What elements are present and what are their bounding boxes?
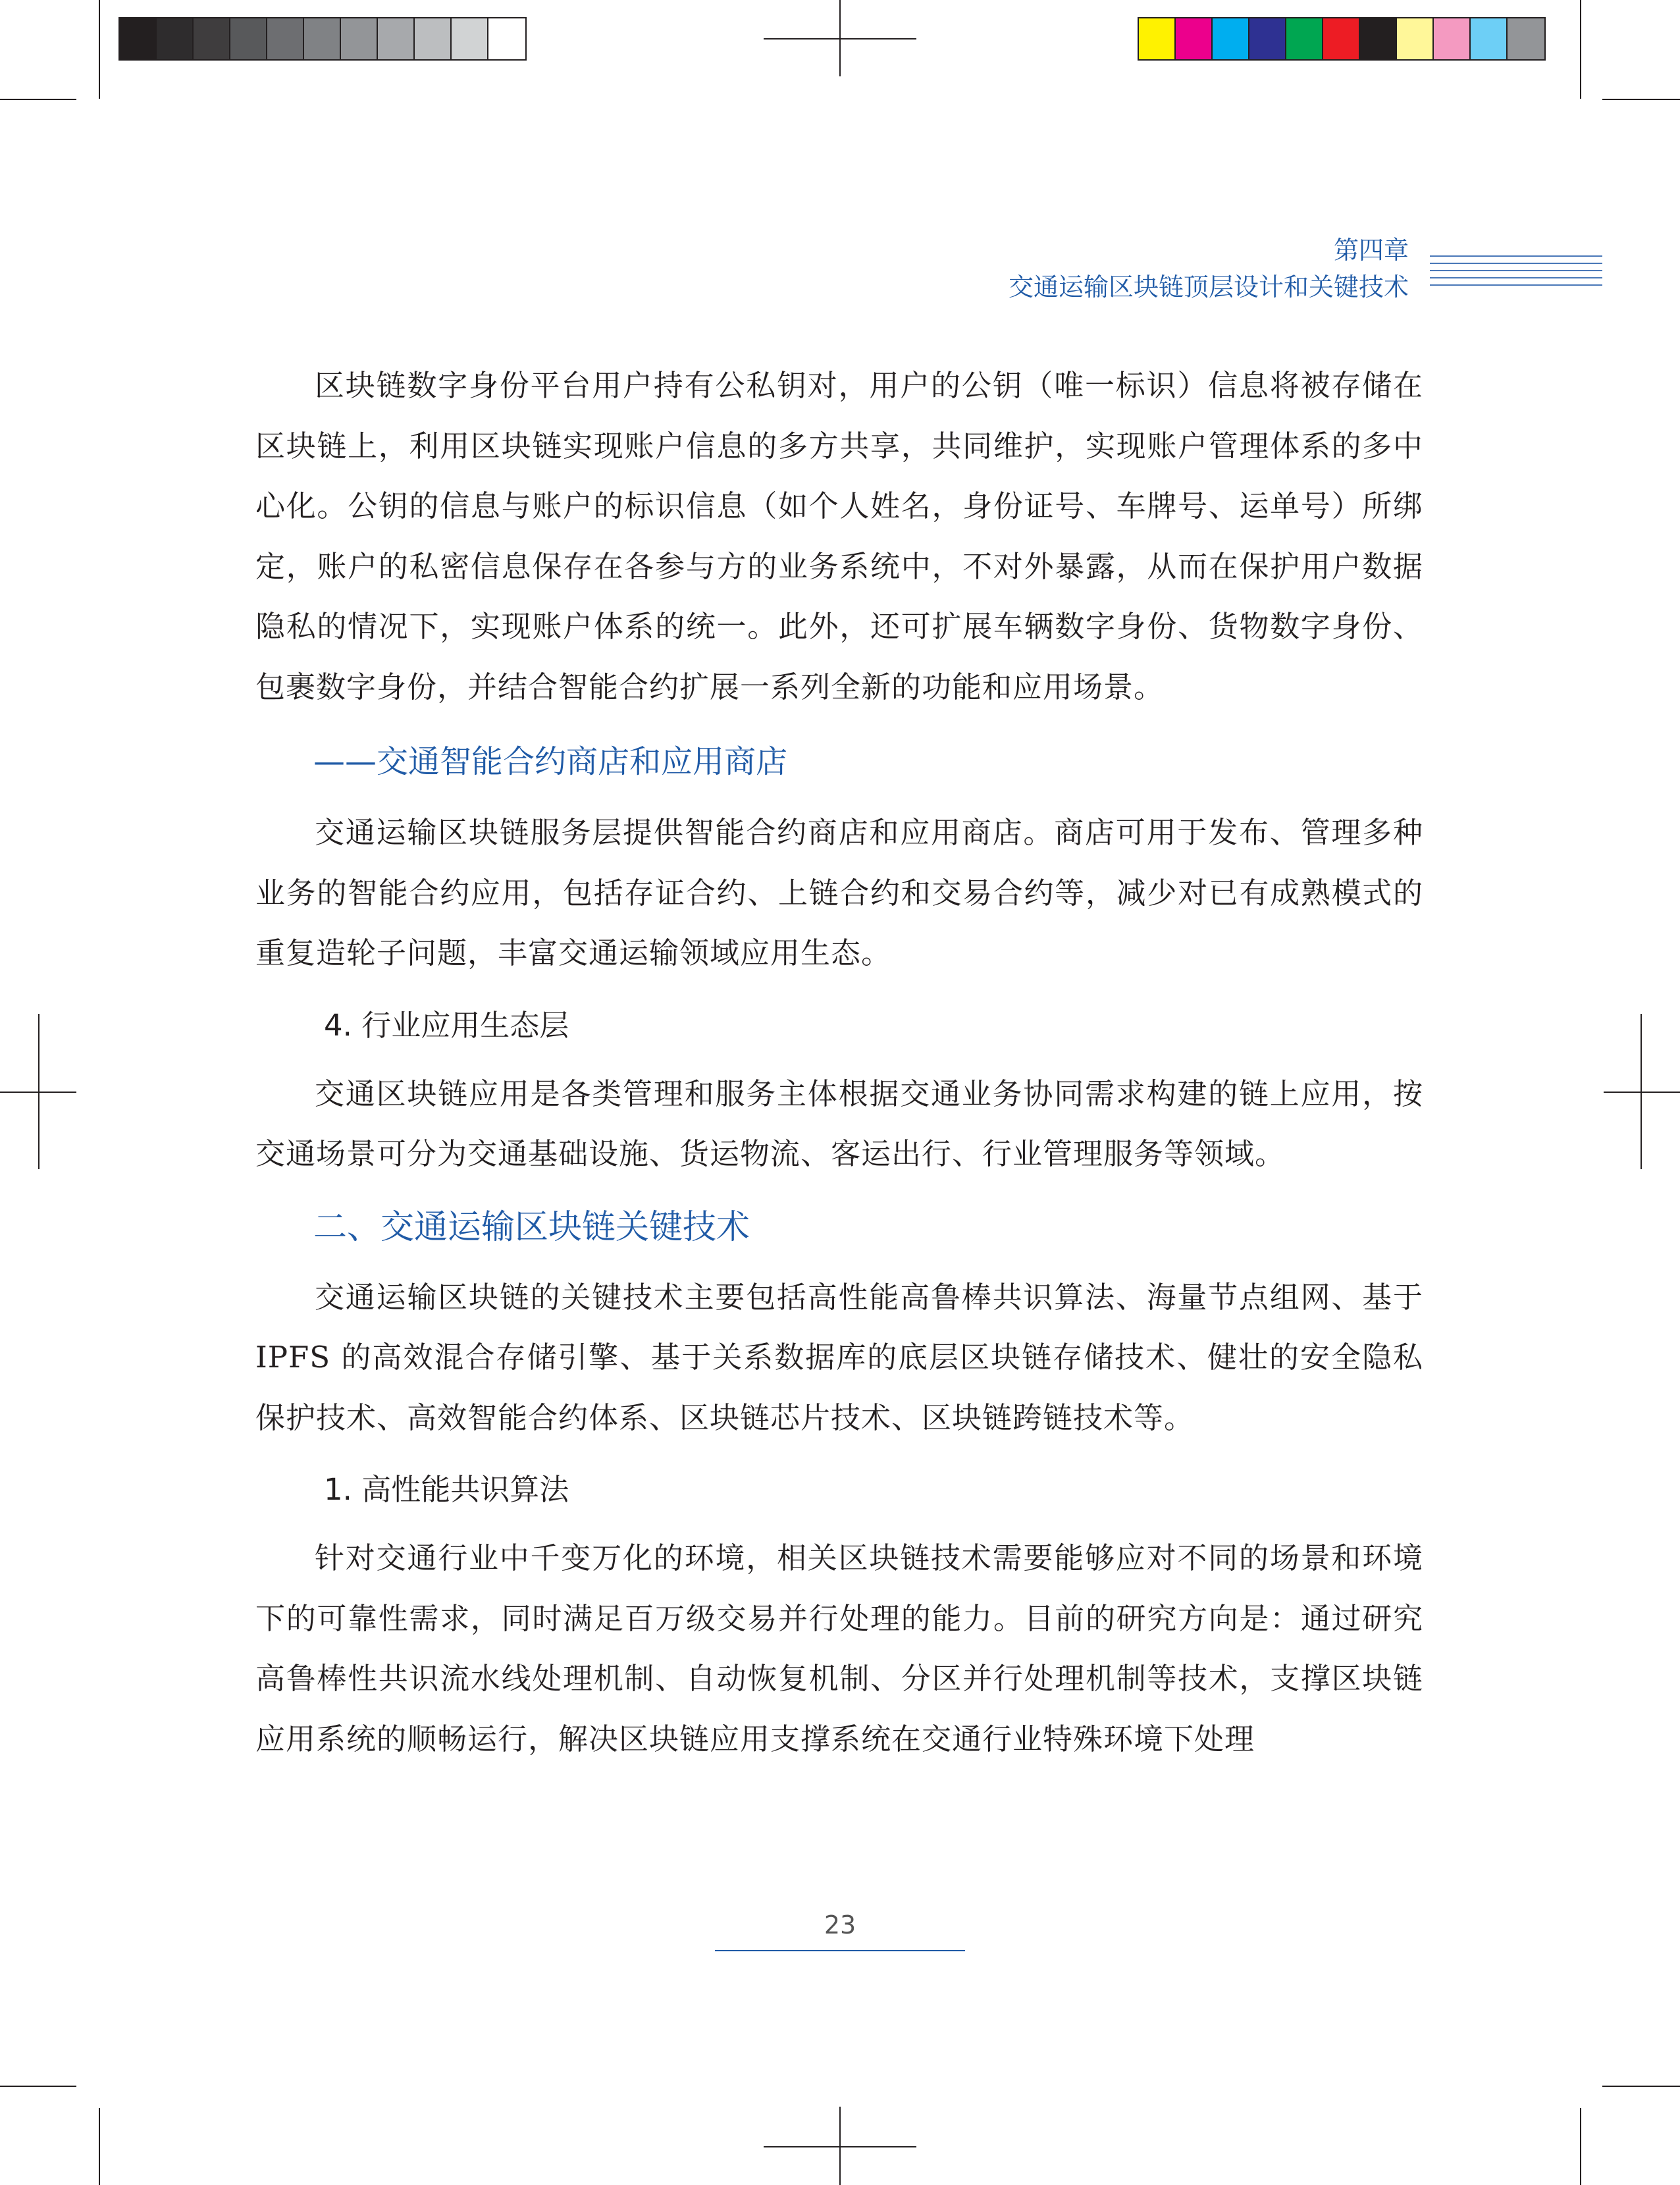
color-swatch xyxy=(1176,18,1213,59)
color-swatch xyxy=(1249,18,1286,59)
paragraph: 交通区块链应用是各类管理和服务主体根据交通业务协同需求构建的链上应用，按交通场景可分为交通基础设施、货运物流、客运出行、行业管理服务等领域。 xyxy=(255,1076,1423,1171)
crop-mark xyxy=(1602,2086,1680,2087)
crop-mark xyxy=(1604,1092,1680,1093)
color-swatch xyxy=(1286,18,1323,59)
crop-mark xyxy=(1641,1014,1642,1169)
gray-swatch xyxy=(452,18,488,59)
numbered-heading: 1. 高性能共识算法 xyxy=(324,1472,569,1507)
color-swatch xyxy=(1360,18,1397,59)
footer-rule xyxy=(715,1950,965,1951)
gray-swatch xyxy=(304,18,341,59)
color-swatch xyxy=(1471,18,1508,59)
crop-mark xyxy=(99,2108,100,2185)
color-swatch xyxy=(1213,18,1249,59)
crop-mark xyxy=(764,38,916,39)
chapter-title: 交通运输区块链顶层设计和关键技术 xyxy=(1008,273,1409,302)
crop-mark xyxy=(38,1014,39,1169)
crop-mark xyxy=(0,2086,76,2087)
numbered-heading: 4. 行业应用生态层 xyxy=(324,1007,569,1043)
chapter-label: 第四章 xyxy=(1333,236,1409,265)
paragraph: 交通运输区块链的关键技术主要包括高性能高鲁棒共识算法、海量节点组网、基于 IPFS 的高效混合存储引擎、基于关系数据库的底层区块链存储技术、健壮的安全隐私保护技术、高效智能合约体系、区块链芯片技术、区块链跨链技术等。 xyxy=(255,1279,1423,1435)
crop-mark xyxy=(764,2146,916,2147)
color-swatch xyxy=(1508,18,1544,59)
gray-swatch xyxy=(341,18,378,59)
paragraph: 区块链数字身份平台用户持有公私钥对，用户的公钥（唯一标识）信息将被存储在区块链上，利用区块链实现账户信息的多方共享，共同维护，实现账户管理体系的多中心化。公钥的信息与账户的标识信息（如个人姓名，身份证号、车牌号、运单号）所绑定，账户的私密信息保存在各参与方的业务系统中，不对外暴露，从而在保护用户数据隐私的情况下，实现账户体系的统一。此外，还可扩展车辆数字身份、货物数字身份、包裹数字身份，并结合智能合约扩展一系列全新的功能和应用场景。 xyxy=(255,368,1423,704)
paragraph: 针对交通行业中千变万化的环境，相关区块链技术需要能够应对不同的场景和环境下的可靠性需求，同时满足百万级交易并行处理的能力。目前的研究方向是：通过研究高鲁棒性共识流水线处理机制、自动恢复机制、分区并行处理机制等技术，支撑区块链应用系统的顺畅运行，解决区块链应用支撑系统在交通行业特殊环境下处理 xyxy=(255,1540,1423,1756)
crop-mark xyxy=(1602,99,1680,100)
crop-mark xyxy=(1580,0,1581,99)
gray-calibration-bar xyxy=(118,17,527,61)
running-header xyxy=(1009,232,1409,305)
gray-swatch xyxy=(378,18,415,59)
gray-swatch xyxy=(488,18,525,59)
gray-swatch xyxy=(267,18,304,59)
color-calibration-bar xyxy=(1138,17,1546,61)
gray-swatch xyxy=(194,18,230,59)
gray-swatch xyxy=(157,18,194,59)
gray-swatch xyxy=(120,18,157,59)
crop-mark xyxy=(0,99,76,100)
gray-swatch xyxy=(230,18,267,59)
subsection-heading: ——交通智能合约商店和应用商店 xyxy=(313,743,788,780)
header-decoration xyxy=(1430,255,1602,292)
gray-swatch xyxy=(415,18,452,59)
page-body xyxy=(255,355,1423,1769)
section-heading: 二、交通运输区块链关键技术 xyxy=(313,1207,750,1247)
crop-mark xyxy=(1580,2108,1581,2185)
page-number: 23 xyxy=(824,1910,856,1939)
color-swatch xyxy=(1139,18,1176,59)
color-swatch xyxy=(1397,18,1434,59)
crop-mark xyxy=(99,0,100,99)
color-swatch xyxy=(1323,18,1360,59)
paragraph: 交通运输区块链服务层提供智能合约商店和应用商店。商店可用于发布、管理多种业务的智能合约应用，包括存证合约、上链合约和交易合约等，减少对已有成熟模式的重复造轮子问题，丰富交通运输领域应用生态。 xyxy=(255,815,1423,970)
color-swatch xyxy=(1434,18,1471,59)
